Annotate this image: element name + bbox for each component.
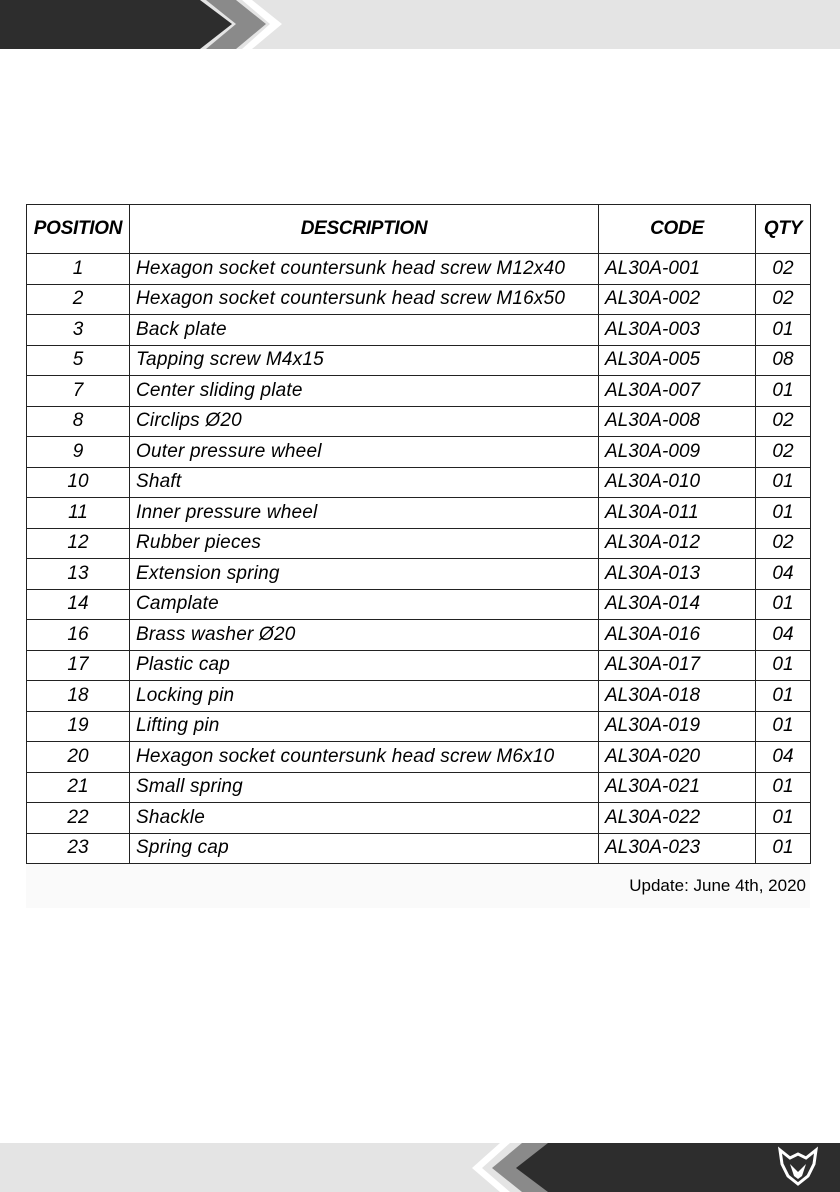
header-qty: QTY bbox=[756, 205, 811, 254]
row-position: 1 bbox=[27, 254, 130, 285]
row-description: Circlips Ø20 bbox=[130, 406, 599, 437]
table-row bbox=[27, 284, 811, 315]
table-row bbox=[27, 711, 811, 742]
row-qty: 01 bbox=[756, 772, 811, 803]
row-qty: 01 bbox=[756, 315, 811, 346]
row-code: AL30A-002 bbox=[599, 284, 756, 315]
row-position: 23 bbox=[27, 833, 130, 864]
row-code: AL30A-014 bbox=[599, 589, 756, 620]
row-description: Locking pin bbox=[130, 681, 599, 712]
header-code: CODE bbox=[599, 205, 756, 254]
row-code: AL30A-003 bbox=[599, 315, 756, 346]
row-qty: 02 bbox=[756, 437, 811, 468]
row-description: Small spring bbox=[130, 772, 599, 803]
table-row bbox=[27, 345, 811, 376]
row-qty: 01 bbox=[756, 681, 811, 712]
top-dark-tab bbox=[0, 0, 232, 49]
row-position: 3 bbox=[27, 315, 130, 346]
row-description: Hexagon socket countersunk head screw M12x40 bbox=[130, 254, 599, 285]
row-position: 14 bbox=[27, 589, 130, 620]
row-position: 7 bbox=[27, 376, 130, 407]
wolf-head-logo-icon bbox=[776, 1146, 820, 1188]
row-qty: 01 bbox=[756, 467, 811, 498]
table-row bbox=[27, 772, 811, 803]
table-row bbox=[27, 498, 811, 529]
row-description: Lifting pin bbox=[130, 711, 599, 742]
row-code: AL30A-018 bbox=[599, 681, 756, 712]
row-code: AL30A-023 bbox=[599, 833, 756, 864]
row-description: Hexagon socket countersunk head screw M16x50 bbox=[130, 284, 599, 315]
row-code: AL30A-012 bbox=[599, 528, 756, 559]
row-qty: 01 bbox=[756, 376, 811, 407]
row-description: Back plate bbox=[130, 315, 599, 346]
row-code: AL30A-011 bbox=[599, 498, 756, 529]
row-qty: 01 bbox=[756, 589, 811, 620]
row-description: Plastic cap bbox=[130, 650, 599, 681]
row-qty: 02 bbox=[756, 284, 811, 315]
row-description: Camplate bbox=[130, 589, 599, 620]
table-row bbox=[27, 681, 811, 712]
row-code: AL30A-007 bbox=[599, 376, 756, 407]
table-row bbox=[27, 467, 811, 498]
table-row bbox=[27, 833, 811, 864]
row-description: Extension spring bbox=[130, 559, 599, 590]
parts-table bbox=[26, 204, 811, 864]
row-description: Rubber pieces bbox=[130, 528, 599, 559]
row-description: Hexagon socket countersunk head screw M6x10 bbox=[130, 742, 599, 773]
row-qty: 02 bbox=[756, 528, 811, 559]
row-qty: 02 bbox=[756, 254, 811, 285]
row-code: AL30A-008 bbox=[599, 406, 756, 437]
header-position: POSITION bbox=[27, 205, 130, 254]
table-row bbox=[27, 742, 811, 773]
table-header-row bbox=[27, 205, 811, 254]
row-position: 19 bbox=[27, 711, 130, 742]
table-row bbox=[27, 528, 811, 559]
row-qty: 01 bbox=[756, 498, 811, 529]
row-qty: 01 bbox=[756, 803, 811, 834]
row-code: AL30A-020 bbox=[599, 742, 756, 773]
row-qty: 01 bbox=[756, 650, 811, 681]
row-qty: 04 bbox=[756, 620, 811, 651]
row-code: AL30A-017 bbox=[599, 650, 756, 681]
row-qty: 08 bbox=[756, 345, 811, 376]
row-description: Outer pressure wheel bbox=[130, 437, 599, 468]
row-description: Inner pressure wheel bbox=[130, 498, 599, 529]
row-description: Shackle bbox=[130, 803, 599, 834]
row-position: 13 bbox=[27, 559, 130, 590]
row-code: AL30A-019 bbox=[599, 711, 756, 742]
row-code: AL30A-005 bbox=[599, 345, 756, 376]
row-position: 2 bbox=[27, 284, 130, 315]
table-row bbox=[27, 406, 811, 437]
row-position: 17 bbox=[27, 650, 130, 681]
row-qty: 01 bbox=[756, 711, 811, 742]
row-qty: 02 bbox=[756, 406, 811, 437]
row-description: Tapping screw M4x15 bbox=[130, 345, 599, 376]
row-code: AL30A-009 bbox=[599, 437, 756, 468]
row-qty: 04 bbox=[756, 742, 811, 773]
row-description: Spring cap bbox=[130, 833, 599, 864]
row-position: 21 bbox=[27, 772, 130, 803]
row-code: AL30A-010 bbox=[599, 467, 756, 498]
row-qty: 04 bbox=[756, 559, 811, 590]
table-row bbox=[27, 559, 811, 590]
row-position: 12 bbox=[27, 528, 130, 559]
row-position: 11 bbox=[27, 498, 130, 529]
header-description: DESCRIPTION bbox=[130, 205, 599, 254]
row-position: 5 bbox=[27, 345, 130, 376]
row-position: 20 bbox=[27, 742, 130, 773]
row-code: AL30A-016 bbox=[599, 620, 756, 651]
update-date: Update: June 4th, 2020 bbox=[629, 876, 806, 895]
table-row bbox=[27, 589, 811, 620]
table-row bbox=[27, 803, 811, 834]
row-code: AL30A-013 bbox=[599, 559, 756, 590]
table-row bbox=[27, 376, 811, 407]
row-position: 10 bbox=[27, 467, 130, 498]
row-code: AL30A-001 bbox=[599, 254, 756, 285]
table-row bbox=[27, 620, 811, 651]
table-row bbox=[27, 254, 811, 285]
table-row bbox=[27, 650, 811, 681]
row-description: Brass washer Ø20 bbox=[130, 620, 599, 651]
row-position: 22 bbox=[27, 803, 130, 834]
row-position: 16 bbox=[27, 620, 130, 651]
row-position: 8 bbox=[27, 406, 130, 437]
table-row bbox=[27, 315, 811, 346]
row-description: Center sliding plate bbox=[130, 376, 599, 407]
row-description: Shaft bbox=[130, 467, 599, 498]
row-code: AL30A-021 bbox=[599, 772, 756, 803]
row-qty: 01 bbox=[756, 833, 811, 864]
row-position: 18 bbox=[27, 681, 130, 712]
row-position: 9 bbox=[27, 437, 130, 468]
row-code: AL30A-022 bbox=[599, 803, 756, 834]
table-row bbox=[27, 437, 811, 468]
